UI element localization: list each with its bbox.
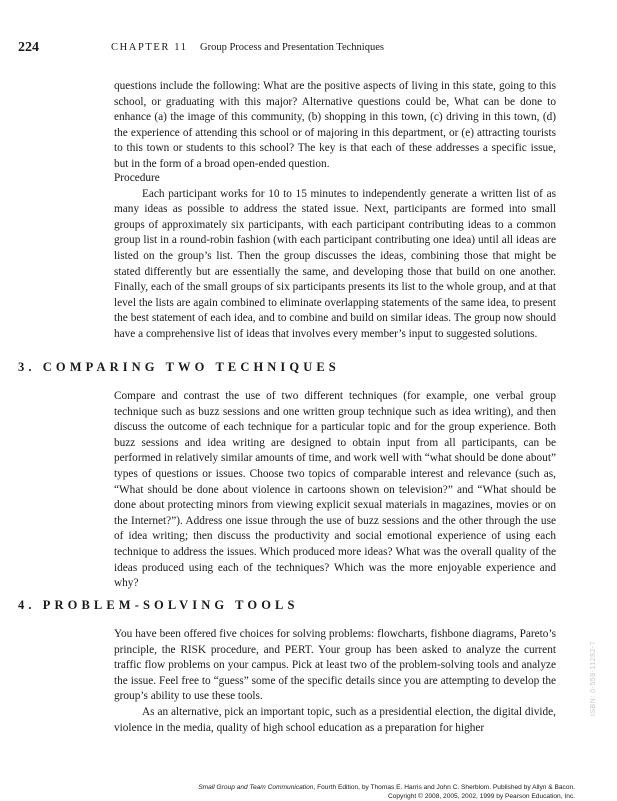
footer-copyright: Copyright © 2008, 2005, 2002, 1999 by Pearson Education, Inc. — [387, 793, 575, 800]
procedure-paragraph: Each participant works for 10 to 15 minutes to independently generate a written list of as many ideas as possible to address the stated issue. Next, participants are formed into small groups of approximately six participants, with each participant contributing ideas to a common group list in a round-robin fashion (with each participant contributing one idea) until all ideas are listed on the group’s list. Then the group discusses the ideas, combining those that might be stated differently but are essentially the same, and developing those that build on one another. Finally, each of the small groups of six participants presents its list to the whole group, and at that level the lists are again combined to eliminate overlapping statements of the same idea, to present the best statement of each idea, and to combine and build on similar ideas. The group now should have a comprehensive list of ideas that involves every member’s input to suggested solutions. — [114, 187, 556, 340]
section3-block — [114, 389, 556, 592]
section3-heading: 3. COMPARING TWO TECHNIQUES — [18, 360, 340, 374]
procedure-label: Procedure — [114, 172, 160, 184]
footer-book-title: Small Group and Team Communication — [198, 784, 314, 791]
procedure-block — [114, 171, 556, 343]
intro-paragraph: questions include the following: What are the positive aspects of living in this state, going to this school, or graduating with this major? Alternative questions could be, What can be done to enhance (a) the image of this community, (b) shopping in this town, (c) driving in this town, (d) the experience of attending this school or of majoring in this department, or (e) attracting tourists to this town or students to this school? The key is that each of these addresses a specific issue, but in the form of a broad open-ended question. — [114, 80, 556, 170]
chapter-title: Group Process and Presentation Techniques — [200, 42, 384, 53]
page-footer — [198, 783, 575, 801]
side-isbn-watermark: ISBN: 0-558-11282-7 — [590, 640, 597, 716]
page-number: 224 — [18, 40, 39, 55]
section4-block — [114, 627, 556, 736]
footer-line-1 — [198, 783, 575, 792]
section4-paragraph-1: You have been offered five choices for solving problems: flowcharts, fishbone diagrams, Pareto’s principle, the RISK procedure, and PERT. Your group has been asked to analyze the current traffic flow problems on your campus. Pick at least two of the problem-solving tools and analyze the issue. Feel free to “guess” some of the specific details since you are attempting to develop the group’s ability to use these tools. — [114, 628, 556, 703]
section3-paragraph: Compare and contrast the use of two different techniques (for example, one verbal group technique such as buzz sessions and one written group technique such as idea writing), and then discuss the outcome of each technique for a particular topic and for the group experience. Both buzz sessions and idea writing are designed to obtain input from all participants, can be performed in relatively similar amounts of time, and work well with “what should be done about” types of questions or issues. Choose two topics of comparable interest and relevance (such as, “What should be done about violence in cartoons shown on television?” and “What should be done about protecting minors from viewing explicit sexual materials in magazines, movies or on the Internet?”). Address one issue through the use of buzz sessions and the other through the use of idea writing; then discuss the productivity and social emotional experience of using each technique to address the issues. Which produced more ideas? What was the overall quality of the ideas produced using each of the techniques? Which was the more enjoyable experience and why? — [114, 390, 556, 590]
chapter-label: CHAPTER 11 — [111, 42, 188, 53]
section4-paragraph-2: As an alternative, pick an important topic, such as a presidential election, the digital divide, violence in the media, quality of high school education as a preparation for higher — [114, 705, 556, 734]
intro-block — [114, 79, 556, 173]
footer-publication-info: , Fourth Edition, by Thomas E. Harris and John C. Sherblom. Published by Allyn & Bacon. — [313, 784, 575, 791]
section4-heading: 4. PROBLEM-SOLVING TOOLS — [18, 598, 299, 612]
